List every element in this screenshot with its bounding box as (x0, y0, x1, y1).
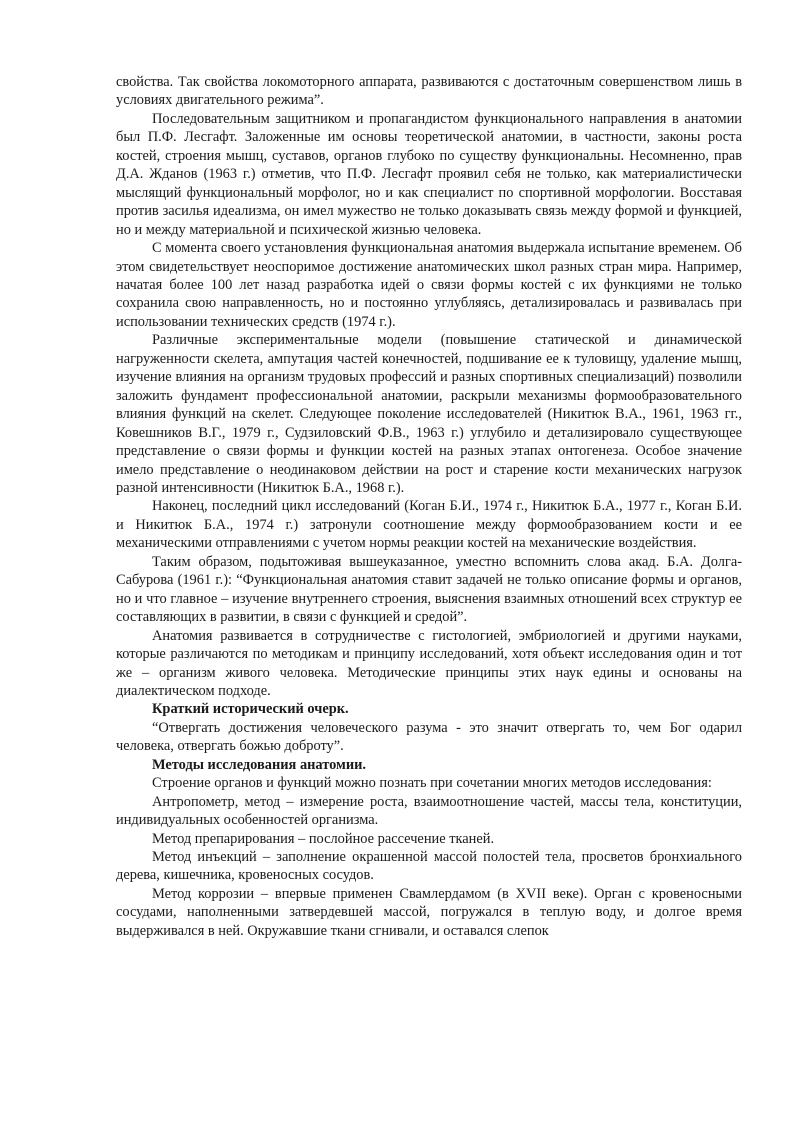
paragraph-anthropometry: Антропометр, метод – измерение роста, взаимоотношение частей, массы тела, конституции, индивидуальных особенностей организма. (116, 793, 742, 829)
paragraph-last-cycle: Наконец, последний цикл исследований (Коган Б.И., 1974 г., Никитюк Б.А., 1977 г., Коган Б.И. и Никитюк Б.А., 1974 г.) затронули соотношение между формообразованием кости и ее механическими отправлениями с учетом нормы реакции костей на механические воздействия. (116, 498, 742, 552)
document-page (116, 73, 742, 940)
paragraph-lesgaft: Последовательным защитником и пропагандистом функционального направления в анатомии был П.Ф. Лесгафт. Заложенные им основы теоретической анатомии, в частности, законы роста костей, строения мышц, суставов, органов глубоко по существу функциональны. Несомненно, прав Д.А. Жданов (1963 г.) отметив, что П.Ф. Лесгафт проявил себя не только, как материалистически мыслящий функциональный морфолог, но и как специалист по спортивной морфологии. Восставая против засилья идеализма, он имел мужество не только доказывать связь между формой и функцией, но и между материальной и психической жизнью человека. (116, 110, 742, 238)
paragraph-epigraph: “Отвергать достижения человеческого разума - это значит отвергать то, чем Бог одарил человека, отвергать божью доброту”. (116, 719, 742, 755)
heading-historical-sketch: Краткий исторический очерк. (152, 701, 349, 718)
paragraph-experimental-models: Различные экспериментальные модели (повышение статической и динамической нагруженности скелета, ампутация частей конечностей, подшивание ее к туловищу, удаление мышц, изучение влияния на организм трудовых профессий и разных спортивных специализаций) позволили заложить фундамент профессиональной анатомии, раскрыли механизмы формообразовательного влияния функций на скелет. Следующее поколение исследователей (Никитюк В.А., 1961, 1963 гг., Ковешников В.Г., 1979 г., Судзиловский Ф.В., 1963 г.) углубило и детализировало существующее представление о связи формы и функции костей на разных этапах онтогенеза. Особое значение имело представление о неодинаковом действии на рост и старение кости механических нагрузок разной интенсивности (Никитюк Б.А., 1968 г.). (116, 332, 742, 496)
paragraph-corrosion: Метод коррозии – впервые применен Свамлердамом (в XVII веке). Орган с кровеносными сосудами, наполненными затвердевшей массой, погружался в теплую воду, и долгое время выдерживался в ней. Окружавшие ткани сгнивали, и оставался слепок (116, 885, 742, 939)
paragraph-methods-intro: Строение органов и функций можно познать при сочетании многих методов исследования: (152, 775, 712, 792)
paragraph-cooperation: Анатомия развивается в сотрудничестве с гистологией, эмбриологией и другими науками, которые различаются по методикам и принципу исследований, хотя объект исследования один и тот же – организм живого человека. Методические принципы этих наук едины и основаны на диалектическом подходе. (116, 627, 742, 699)
paragraph-dissection: Метод препарирования – послойное рассечение тканей. (152, 830, 495, 847)
paragraph-summary-quote: Таким образом, подытоживая вышеуказанное, уместно вспомнить слова акад. Б.А. Долга-Сабурова (1961 г.): “Функциональная анатомия ставит задачей не только описание формы и органов, но и что главное – изучение внутреннего строения, выяснения взаимных отношений всех структур ее составляющих в развитии, в связи с функцией и средой”. (116, 553, 742, 626)
heading-methods: Методы исследования анатомии. (152, 756, 367, 773)
paragraph-injection: Метод инъекций – заполнение окрашенной массой полостей тела, просветов бронхиального дерева, кишечника, кровеносных сосудов. (116, 849, 742, 884)
paragraph-functional-anatomy: С момента своего установления функциональная анатомия выдержала испытание временем. Об этом свидетельствует неоспоримое достижение анатомических школ разных стран мира. Например, начатая более 100 лет назад разработка идей о связи формы костей с их функциями не только сохранила свою направленность, но и постоянно углубляясь, детализировалась и развивалась при использовании технических средств (1974 г.). (116, 240, 742, 330)
paragraph-continuation: свойства. Так свойства локомоторного аппарата, развиваются с достаточным совершенством лишь в условиях двигательного режима”. (116, 74, 742, 109)
